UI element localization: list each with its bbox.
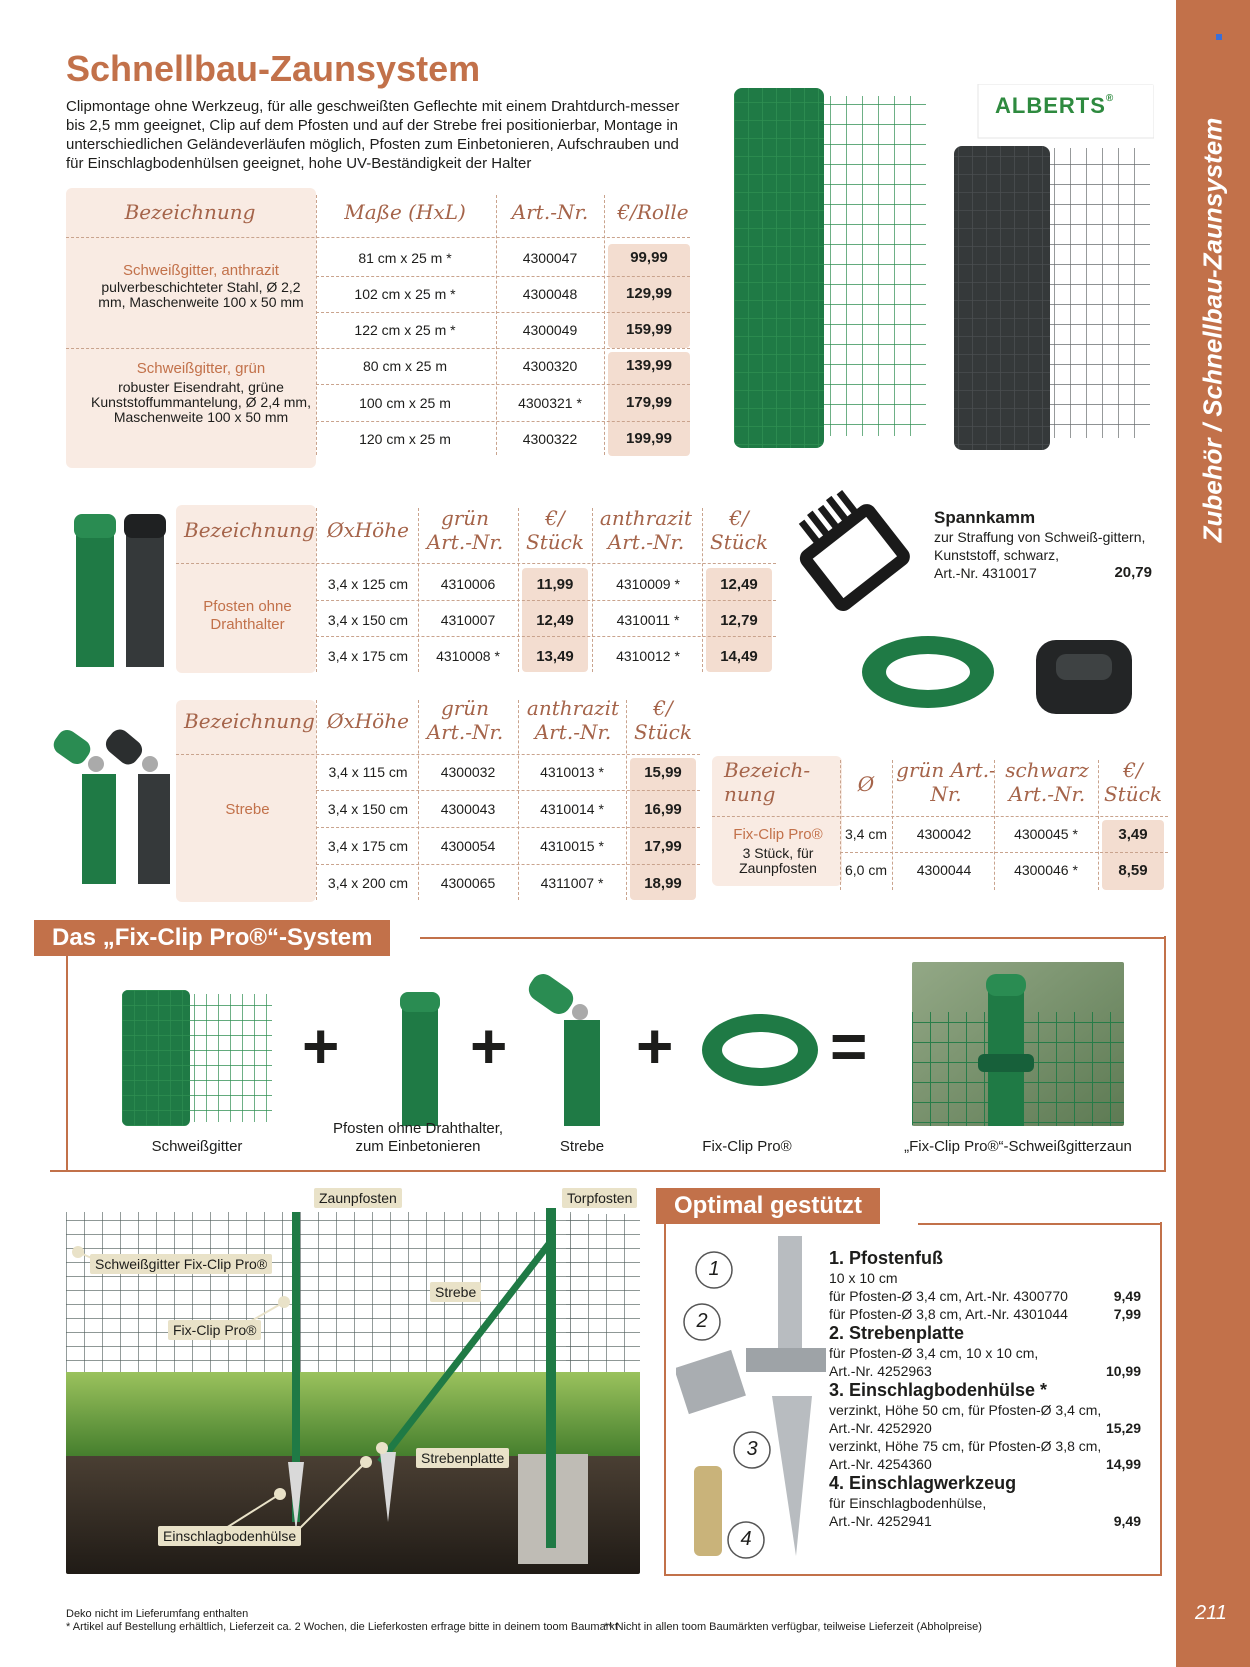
side-title: Zubehör / Schnellbau-Zaunsystem xyxy=(1197,117,1228,543)
system-banner: Das „Fix-Clip Pro®“-System xyxy=(34,920,390,956)
t1-r4-price: 139,99 xyxy=(626,357,672,374)
t2-header-gruen-preis: €/ Stück xyxy=(526,506,584,554)
t1-group2-desc: robuster Eisendraht, grüne Kunststoffummantelung, Ø 2,4 mm, Maschenweite 100 x 50 mm xyxy=(91,379,311,425)
plus-sign-2: + xyxy=(470,1010,508,1082)
spannkamm-desc: zur Straffung von Schweiß-gittern, Kunststoff, schwarz, xyxy=(934,529,1146,563)
t2-cell: 11,99 xyxy=(536,576,574,593)
label-zaunpfosten: Zaunpfosten xyxy=(314,1188,402,1208)
optimal-line-text: für Pfosten-Ø 3,4 cm, Art.-Nr. 4300770 xyxy=(829,1288,1068,1304)
brand-name: ALBERTS xyxy=(995,93,1106,118)
accessories-image xyxy=(676,1236,826,1562)
t4-header-preis: €/ Stück xyxy=(1104,758,1162,806)
t1-r1-size: 81 cm x 25 m * xyxy=(358,250,452,266)
optimal-item-line xyxy=(829,1269,1141,1287)
optimal-item-title: 2. Strebenplatte xyxy=(829,1323,965,1343)
optimal-item-line xyxy=(829,1437,1141,1455)
brand-logo xyxy=(995,93,1114,119)
system-post-image xyxy=(398,990,442,1126)
t1-r3-art: 4300049 xyxy=(522,322,578,338)
optimal-line-price: 9,49 xyxy=(1113,1513,1141,1529)
spannkamm-art: Art.-Nr. 4310017 xyxy=(934,565,1037,581)
optimal-item-title: 3. Einschlagbodenhülse * xyxy=(829,1380,1048,1400)
footnote-verfuegbarkeit: ** Nicht in allen toom Baumärkten verfügbar, teilweise Lieferzeit (Abholpreise) xyxy=(604,1621,982,1633)
t1-r2-size: 102 cm x 25 m * xyxy=(354,286,456,302)
t2-cell: 3,4 x 125 cm xyxy=(327,576,409,592)
optimal-item-line xyxy=(829,1305,1141,1323)
optimal-item-title: 4. Einschlagwerkzeug xyxy=(829,1473,1017,1493)
t4-header-bezeichnung: Bezeich-nung xyxy=(724,758,811,806)
footnote-deko: Deko nicht im Lieferumfang enthalten xyxy=(66,1608,249,1620)
optimal-line-text: Art.-Nr. 4252963 xyxy=(829,1363,932,1379)
t1-group2-name: Schweißgitter, grün xyxy=(136,360,266,377)
row-divider xyxy=(316,790,700,791)
page-number: 211 xyxy=(1195,1602,1227,1624)
spannkamm-block xyxy=(934,508,1152,582)
t4-desc: 3 Stück, für Zaunpfosten xyxy=(739,845,817,876)
t1-r6-size: 120 cm x 25 m xyxy=(359,431,451,447)
optimal-line-price: 10,99 xyxy=(1105,1363,1141,1379)
t4-cell: 8,59 xyxy=(1118,862,1148,879)
t1-r3-price: 159,99 xyxy=(626,321,672,338)
system-result-photo xyxy=(912,962,1124,1126)
row-divider xyxy=(840,852,1168,853)
t3-cell: 4310015 * xyxy=(540,838,604,854)
optimal-line-text: für Pfosten-Ø 3,8 cm, Art.-Nr. 4301044 xyxy=(829,1306,1068,1322)
t1-r1-art: 4300047 xyxy=(522,250,578,266)
t1-r5-art: 4300321 * xyxy=(518,395,582,411)
t2-header-bezeichnung: Bezeichnung xyxy=(184,518,315,542)
row-divider xyxy=(316,864,700,865)
installation-diagram xyxy=(66,1192,640,1574)
t2-name: Pfosten ohne Drahthalter xyxy=(203,598,292,633)
row-divider xyxy=(316,636,776,637)
t3-cell: 3,4 x 200 cm xyxy=(327,875,409,891)
t1-r1-price: 99,99 xyxy=(630,249,668,266)
spannkamm-title: Spannkamm xyxy=(934,508,1036,527)
circle-number-3: 3 xyxy=(746,1438,758,1460)
t1-header-artnr: Art.-Nr. xyxy=(511,200,589,224)
t2-cell: 3,4 x 150 cm xyxy=(327,612,409,628)
t3-cell: 4300043 xyxy=(440,801,496,817)
fence-rolls-image xyxy=(734,84,1154,456)
t2-cell: 4310007 xyxy=(440,612,496,628)
optimal-item-line xyxy=(829,1287,1141,1305)
strebe-image xyxy=(46,724,176,884)
t3-cell: 4310013 * xyxy=(540,764,604,780)
clips-image xyxy=(860,626,1140,722)
t3-cell: 17,99 xyxy=(644,838,682,855)
caption-strebe: Strebe xyxy=(559,1138,605,1155)
t4-cell: 6,0 cm xyxy=(844,862,887,878)
t4-cell: 4300046 * xyxy=(1014,862,1078,878)
t3-cell: 3,4 x 115 cm xyxy=(328,764,408,780)
t1-r2-price: 129,99 xyxy=(626,285,672,302)
t3-cell: 3,4 x 150 cm xyxy=(327,801,409,817)
spannkamm-image xyxy=(796,482,926,627)
optimal-item-line xyxy=(829,1344,1141,1362)
circle-number-1: 1 xyxy=(708,1258,720,1280)
optimal-line-text: für Einschlagbodenhülse, xyxy=(829,1495,987,1511)
optimal-line-text: verzinkt, Höhe 75 cm, für Pfosten-Ø 3,8 cm, xyxy=(829,1438,1102,1454)
t3-cell: 18,99 xyxy=(644,875,682,892)
optimal-item-line xyxy=(829,1362,1141,1380)
t2-cell: 14,49 xyxy=(720,648,758,665)
label-fixclip: Fix-Clip Pro® xyxy=(168,1320,261,1340)
footnote-bestellung: * Artikel auf Bestellung erhältlich, Lieferzeit ca. 2 Wochen, die Lieferkosten erfrage bitte in deinem toom Baumarkt xyxy=(66,1621,618,1633)
t1-r3-size: 122 cm x 25 m * xyxy=(354,322,456,338)
optimal-line-text: verzinkt, Höhe 50 cm, für Pfosten-Ø 3,4 cm, xyxy=(829,1402,1102,1418)
t4-cell: 4300042 xyxy=(916,826,972,842)
optimal-line-price: 15,29 xyxy=(1105,1420,1141,1436)
t4-cell: 3,49 xyxy=(1118,826,1148,843)
t3-header-gruen-art: grün Art.-Nr. xyxy=(426,696,504,744)
t4-cell: 4300045 * xyxy=(1014,826,1078,842)
t1-header-preis: €/Rolle xyxy=(617,200,689,224)
color-mark-icon xyxy=(1216,34,1222,40)
optimal-item-title: 1. Pfostenfuß xyxy=(829,1248,944,1268)
optimal-item-line xyxy=(829,1512,1141,1530)
label-schweissgitter: Schweißgitter Fix-Clip Pro® xyxy=(90,1254,272,1274)
t4-header-schwarz-art: schwarz Art.-Nr. xyxy=(1005,758,1089,806)
optimal-list xyxy=(829,1248,1141,1530)
optimal-line-text: für Pfosten-Ø 3,4 cm, 10 x 10 cm, xyxy=(829,1345,1039,1361)
spannkamm-price: 20,79 xyxy=(1114,564,1152,581)
t2-cell: 4310006 xyxy=(440,576,496,592)
label-strebe: Strebe xyxy=(430,1282,481,1302)
t2-cell: 12,49 xyxy=(536,612,574,629)
equals-sign: = xyxy=(830,1010,868,1082)
optimal-line-text: 10 x 10 cm xyxy=(829,1270,898,1286)
system-strebe-image xyxy=(524,970,614,1126)
plus-sign-3: + xyxy=(636,1010,674,1082)
t2-cell: 4310008 * xyxy=(436,648,500,664)
circle-number-2: 2 xyxy=(696,1310,708,1332)
optimal-line-price: 7,99 xyxy=(1113,1306,1141,1322)
caption-schweissgitterzaun: „Fix-Clip Pro®“-Schweißgitterzaun xyxy=(904,1138,1132,1155)
system-clip-image xyxy=(700,1008,820,1092)
t3-cell: 4300065 xyxy=(440,875,496,891)
post-image xyxy=(70,512,170,667)
optimal-line-price: 9,49 xyxy=(1113,1288,1141,1304)
t1-r5-price: 179,99 xyxy=(626,394,672,411)
t2-cell: 12,79 xyxy=(720,612,758,629)
optimal-line-text: Art.-Nr. 4252941 xyxy=(829,1513,932,1529)
t2-header-anthr-preis: €/ Stück xyxy=(710,506,768,554)
t1-r6-art: 4300322 xyxy=(522,431,578,447)
t3-name: Strebe xyxy=(225,801,270,818)
page-title: Schnellbau-Zaunsystem xyxy=(66,48,481,89)
t2-header-gruen-art: grün Art.-Nr. xyxy=(426,506,504,554)
plus-sign-1: + xyxy=(302,1010,340,1082)
t3-cell: 16,99 xyxy=(644,801,682,818)
t4-header-durchmesser: Ø xyxy=(857,772,875,796)
circle-number-4: 4 xyxy=(740,1528,752,1550)
optimal-item-line xyxy=(829,1419,1141,1437)
t2-cell: 4310011 * xyxy=(616,612,680,628)
brand-registered-mark: ® xyxy=(1105,93,1115,104)
optimal-banner: Optimal gestützt xyxy=(656,1188,880,1224)
optimal-line-text: Art.-Nr. 4254360 xyxy=(829,1456,932,1472)
caption-schweissgitter: Schweißgitter xyxy=(151,1138,243,1155)
t3-cell: 3,4 x 175 cm xyxy=(327,838,409,854)
t1-group1-desc: pulverbeschichteter Stahl, Ø 2,2 mm, Maschenweite 100 x 50 mm xyxy=(98,279,304,310)
label-torpfosten: Torpfosten xyxy=(562,1188,637,1208)
caption-fixclip: Fix-Clip Pro® xyxy=(702,1138,792,1155)
t2-header-hoehe: ØxHöhe xyxy=(327,518,409,542)
optimal-item-line xyxy=(829,1401,1141,1419)
t4-header-gruen-art: grün Art.-Nr. xyxy=(896,758,996,806)
t1-r2-art: 4300048 xyxy=(522,286,578,302)
t4-cell: 4300044 xyxy=(916,862,972,878)
label-einschlagbodenhuelse: Einschlagbodenhülse xyxy=(158,1526,301,1546)
t2-header-anthr-art: anthrazit Art.-Nr. xyxy=(599,506,693,554)
optimal-line-price: 14,99 xyxy=(1105,1456,1141,1472)
t3-cell: 15,99 xyxy=(644,764,682,781)
intro-text: Clipmontage ohne Werkzeug, für alle geschweißten Geflechte mit einem Drahtdurch-messer bis 2,5 mm geeignet, Clip auf dem Pfosten und auf der Strebe frei positionierbar, Montage in unterschiedlichen Geländeverläufen möglich, Pfosten zum Einbetonieren, Aufschrauben und für Einschlagbodenhülsen geeignet, hohe UV-Beständigkeit der Halter xyxy=(66,98,680,172)
t2-cell: 3,4 x 175 cm xyxy=(327,648,409,664)
t2-cell: 12,49 xyxy=(720,576,758,593)
row-divider xyxy=(316,600,776,601)
t3-header-preis: €/ Stück xyxy=(634,696,692,744)
system-mesh-image xyxy=(122,990,272,1126)
t1-r4-art: 4300320 xyxy=(522,358,578,374)
t1-r5-size: 100 cm x 25 m xyxy=(359,395,451,411)
t2-cell: 4310012 * xyxy=(616,648,680,664)
optimal-item-line xyxy=(829,1455,1141,1473)
t1-r4-size: 80 cm x 25 m xyxy=(362,358,448,374)
t1-group1-name: Schweißgitter, anthrazit xyxy=(123,262,279,279)
t4-name: Fix-Clip Pro® xyxy=(733,826,823,843)
t1-header-masse: Maße (HxL) xyxy=(344,200,466,224)
t3-cell: 4311007 * xyxy=(540,875,604,891)
t4-cell: 3,4 cm xyxy=(844,826,887,842)
caption-pfosten: Pfosten ohne Drahthalter, zum Einbetonieren xyxy=(332,1120,504,1155)
t2-cell: 4310009 * xyxy=(616,576,680,592)
t3-cell: 4300032 xyxy=(440,764,496,780)
t3-cell: 4310014 * xyxy=(540,801,604,817)
optimal-line-text: Art.-Nr. 4252920 xyxy=(829,1420,932,1436)
t3-cell: 4300054 xyxy=(440,838,496,854)
label-strebenplatte: Strebenplatte xyxy=(416,1448,509,1468)
t3-header-bezeichnung: Bezeichnung xyxy=(184,709,315,733)
t3-header-anthr-art: anthrazit Art.-Nr. xyxy=(526,696,620,744)
t1-header-bezeichnung: Bezeichnung xyxy=(124,200,256,224)
t1-r6-price: 199,99 xyxy=(626,430,672,447)
t2-cell: 13,49 xyxy=(536,648,574,665)
row-divider xyxy=(316,827,700,828)
optimal-item-line xyxy=(829,1494,1141,1512)
t3-header-hoehe: ØxHöhe xyxy=(327,709,409,733)
